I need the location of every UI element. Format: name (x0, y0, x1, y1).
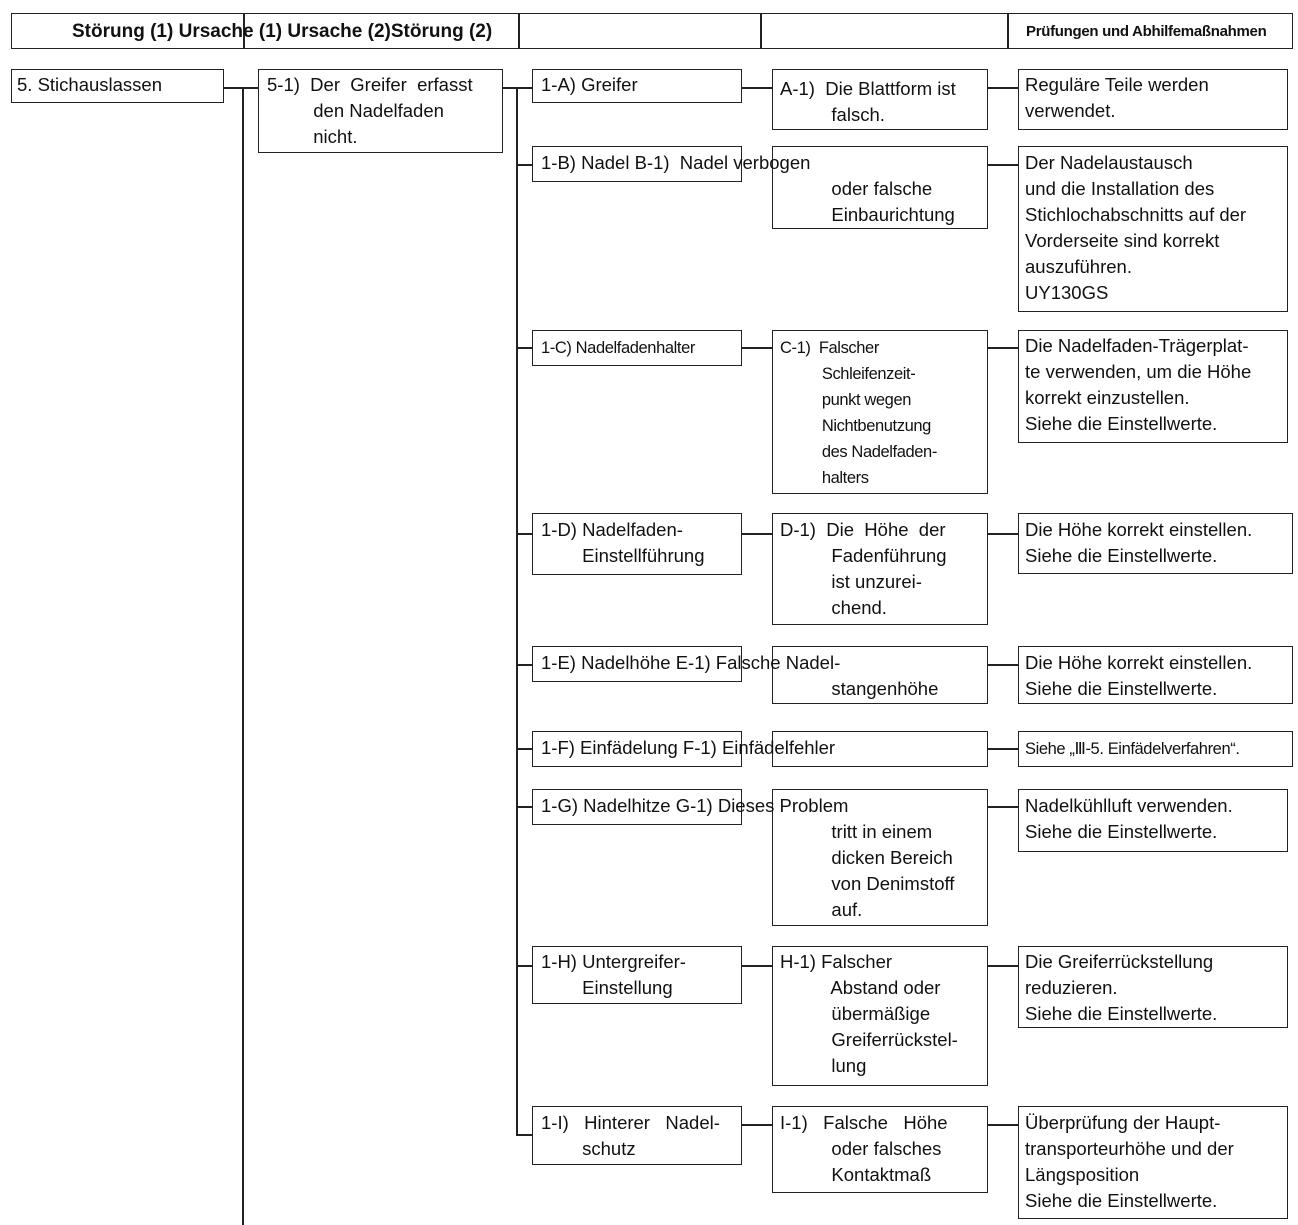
connector-line (988, 806, 1018, 808)
header-right-label: Prüfungen und Abhilfemaßnahmen (1026, 23, 1267, 40)
connector-line (516, 664, 532, 666)
cause-label-c: 1-C) Nadelfadenhalter (541, 339, 695, 357)
cause1-label: 5-1) Der Greifer erfasst den Nadelfaden nicht. (267, 74, 473, 147)
connector-line (988, 347, 1018, 349)
connector-line (988, 965, 1018, 967)
connector-line (742, 347, 772, 349)
connector-line (516, 87, 518, 1135)
connector-line (742, 1124, 772, 1126)
header-divider (518, 13, 520, 49)
connector-line (742, 87, 772, 89)
fault-label-h: H-1) Falscher Abstand oder übermäßige Greiferrückstel- lung (780, 951, 958, 1076)
cause-label-g: 1-G) Nadelhitze G-1) Dieses Problem (541, 795, 849, 816)
cause-label-h: 1-H) Untergreifer- Einstellung (541, 951, 686, 998)
header-divider (1007, 13, 1009, 49)
connector-line (988, 533, 1018, 535)
remedy-label-i: Überprüfung der Haupt- transporteurhöhe und der Längsposition Siehe die Einstellwerte. (1025, 1112, 1234, 1211)
connector-line (516, 87, 532, 89)
fault-label-a: A-1) Die Blattform ist falsch. (780, 78, 956, 125)
fault-label-i: I-1) Falsche Höhe oder falsches Kontaktmaß (780, 1112, 948, 1185)
fault-label-c: C-1) Falscher Schleifenzeit- punkt wegen Nichtbenutzung des Nadelfaden- halters (780, 339, 937, 487)
remedy-label-h: Die Greiferrückstellung reduzieren. Siehe die Einstellwerte. (1025, 951, 1218, 1024)
fault-label-g: tritt in einem dicken Bereich von Denimstoff auf. (831, 821, 955, 920)
cause-label-d: 1-D) Nadelfaden- Einstellführung (541, 519, 705, 566)
connector-line (988, 164, 1018, 166)
header-left-label: Störung (1) Ursache (1) Ursache (2)Störung (2) (72, 21, 493, 42)
cause-label-b: 1-B) Nadel B-1) Nadel verbogen (541, 152, 811, 173)
connector-line (988, 1124, 1018, 1126)
connector-line (242, 87, 244, 1225)
remedy-label-d: Die Höhe korrekt einstellen. Siehe die Einstellwerte. (1025, 519, 1253, 566)
connector-line (224, 87, 258, 89)
cause-label-f: 1-F) Einfädelung F-1) Einfädelfehler (541, 737, 836, 758)
connector-line (988, 748, 1018, 750)
connector-line (988, 87, 1018, 89)
cause-label-a: 1-A) Greifer (541, 74, 638, 95)
cause-label-e: 1-E) Nadelhöhe E-1) Falsche Nadel- (541, 652, 841, 673)
connector-line (516, 1134, 532, 1136)
header-divider (760, 13, 762, 49)
connector-line (516, 164, 532, 166)
connector-line (742, 533, 772, 535)
connector-line (516, 965, 532, 967)
connector-line (516, 748, 532, 750)
connector-line (516, 806, 532, 808)
fault-label-b: oder falsche Einbaurichtung (831, 178, 955, 225)
remedy-label-b: Der Nadelaustausch und die Installation des Stichlochabschnitts auf der Vorderseite sind korrekt auszuführen. UY130GS (1025, 152, 1247, 303)
fault-label-e: stangenhöhe (780, 678, 939, 699)
remedy-label-f: Siehe „Ⅲ-5. Einfädelverfahren“. (1025, 740, 1240, 758)
remedy-label-c: Die Nadelfaden-Trägerplat- te verwenden, um die Höhe korrekt einzustellen. Siehe die Einstellwerte. (1025, 335, 1252, 434)
connector-line (516, 533, 532, 535)
remedy-label-g: Nadelkühlluft verwenden. Siehe die Einstellwerte. (1025, 795, 1233, 842)
fault-label: 5. Stichauslassen (17, 74, 163, 95)
remedy-label-a: Reguläre Teile werden verwendet. (1025, 74, 1209, 121)
connector-line (742, 965, 772, 967)
cause-label-i: 1-I) Hinterer Nadel- schutz (541, 1112, 720, 1159)
fault-label-d: D-1) Die Höhe der Fadenführung ist unzurei- chend. (780, 519, 947, 618)
connector-line (516, 347, 532, 349)
remedy-label-e: Die Höhe korrekt einstellen. Siehe die Einstellwerte. (1025, 652, 1253, 699)
connector-line (988, 664, 1018, 666)
